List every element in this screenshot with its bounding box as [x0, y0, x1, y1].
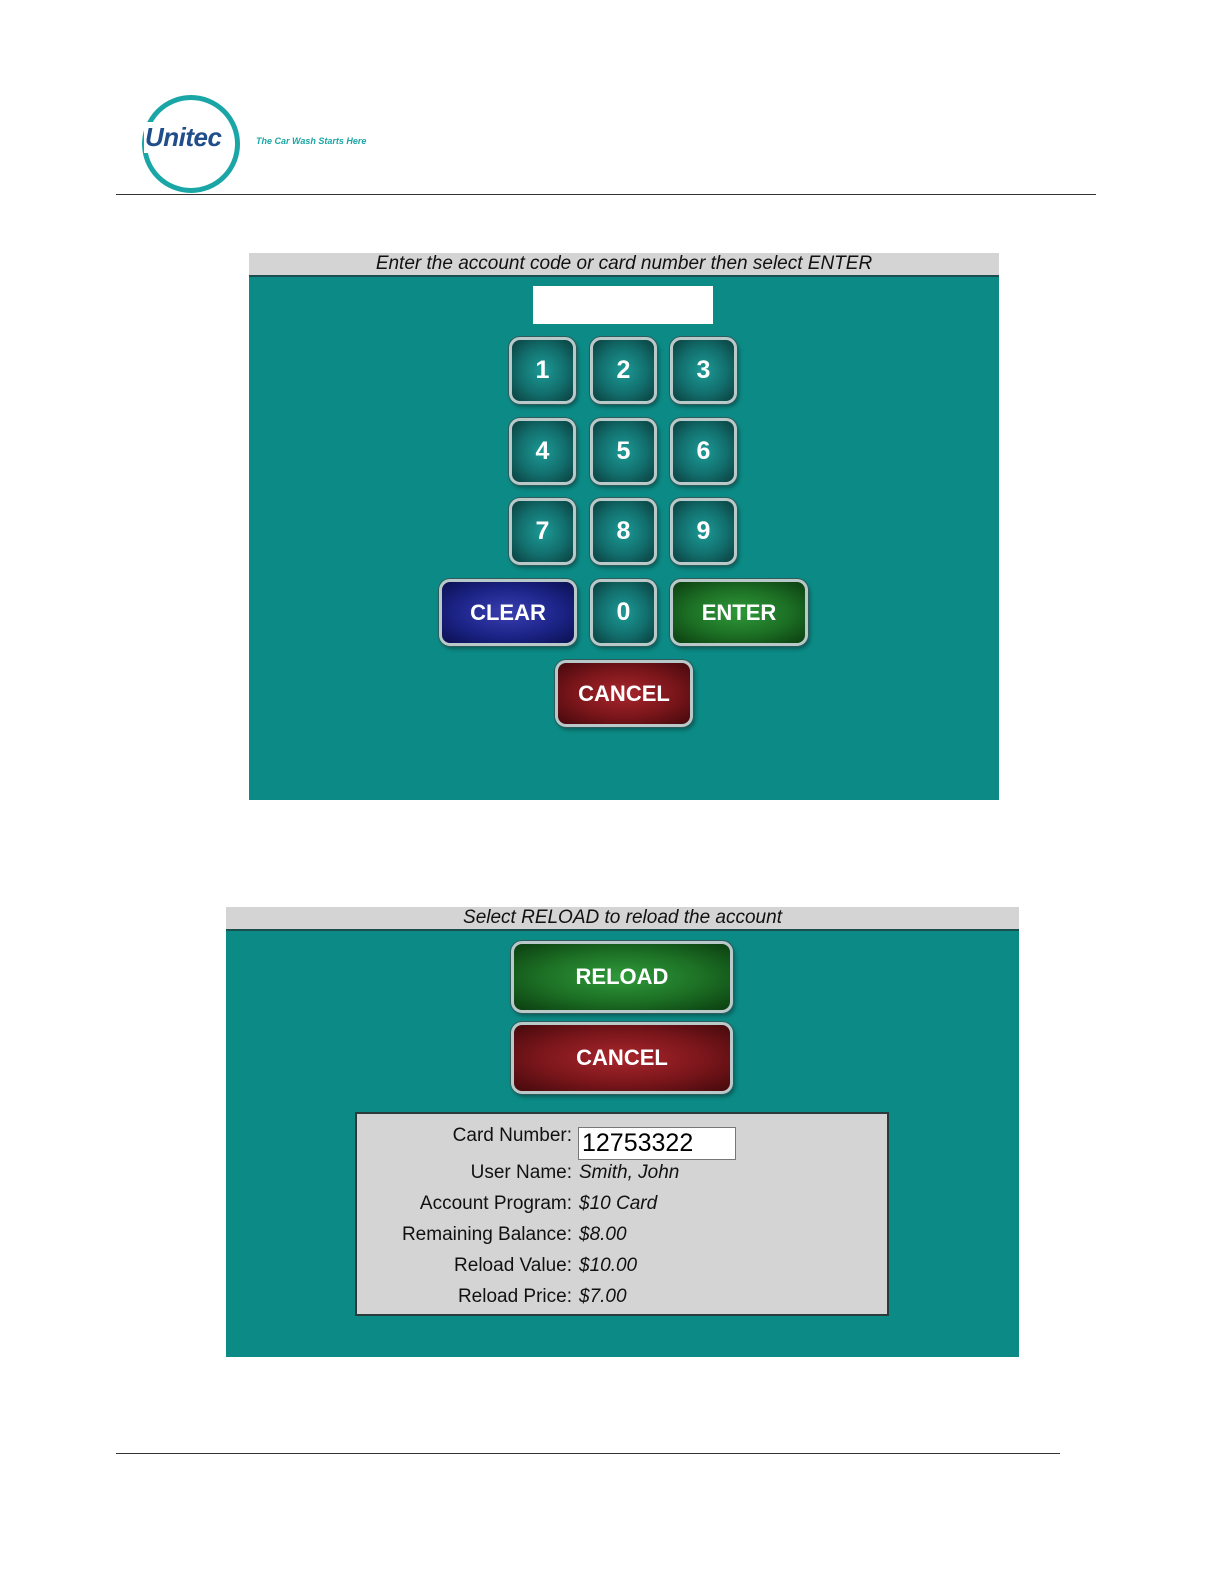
account-info-panel	[355, 1112, 889, 1316]
reload-price-row	[357, 1283, 887, 1311]
footer-divider	[116, 1453, 1060, 1454]
cancel-button[interactable]: CANCEL	[555, 660, 693, 727]
clear-button[interactable]: CLEAR	[439, 579, 577, 646]
reload-price-label: Reload Price:	[457, 1286, 572, 1307]
remaining-balance-row	[357, 1221, 887, 1249]
reload-value-value: $10.00	[579, 1255, 638, 1276]
account-code-input[interactable]	[533, 286, 713, 324]
key-3[interactable]: 3	[670, 337, 737, 404]
key-7[interactable]: 7	[509, 498, 576, 565]
keypad-screen	[249, 253, 999, 800]
key-6[interactable]: 6	[670, 418, 737, 485]
key-8[interactable]: 8	[590, 498, 657, 565]
reload-screen-title: Select RELOAD to reload the account	[226, 907, 1019, 931]
remaining-balance-value: $8.00	[579, 1224, 627, 1245]
reload-screen	[226, 907, 1019, 1357]
key-2[interactable]: 2	[590, 337, 657, 404]
account-program-value: $10 Card	[579, 1193, 658, 1214]
reload-value-label: Reload Value:	[454, 1255, 572, 1276]
key-4[interactable]: 4	[509, 418, 576, 485]
reload-cancel-button[interactable]: CANCEL	[511, 1022, 733, 1094]
reload-value-row	[357, 1252, 887, 1280]
card-number-label: Card Number:	[452, 1125, 572, 1146]
user-name-label: User Name:	[470, 1162, 572, 1183]
user-name-value: Smith, John	[579, 1162, 680, 1183]
unitec-logo	[142, 95, 244, 187]
card-number-row	[357, 1122, 887, 1157]
key-0[interactable]: 0	[590, 579, 657, 646]
logo-text: Unitec	[145, 122, 222, 152]
reload-price-value: $7.00	[579, 1286, 627, 1307]
account-program-label: Account Program:	[419, 1193, 572, 1214]
header-divider	[116, 194, 1096, 195]
keypad-screen-title: Enter the account code or card number then select ENTER	[249, 253, 999, 277]
account-program-row	[357, 1190, 887, 1218]
reload-button[interactable]: RELOAD	[511, 941, 733, 1013]
remaining-balance-label: Remaining Balance:	[401, 1224, 572, 1245]
key-9[interactable]: 9	[670, 498, 737, 565]
logo-tagline: The Car Wash Starts Here	[256, 136, 367, 146]
enter-button[interactable]: ENTER	[670, 579, 808, 646]
user-name-row	[357, 1159, 887, 1187]
key-1[interactable]: 1	[509, 337, 576, 404]
key-5[interactable]: 5	[590, 418, 657, 485]
card-number-field: 12753322	[578, 1127, 736, 1160]
